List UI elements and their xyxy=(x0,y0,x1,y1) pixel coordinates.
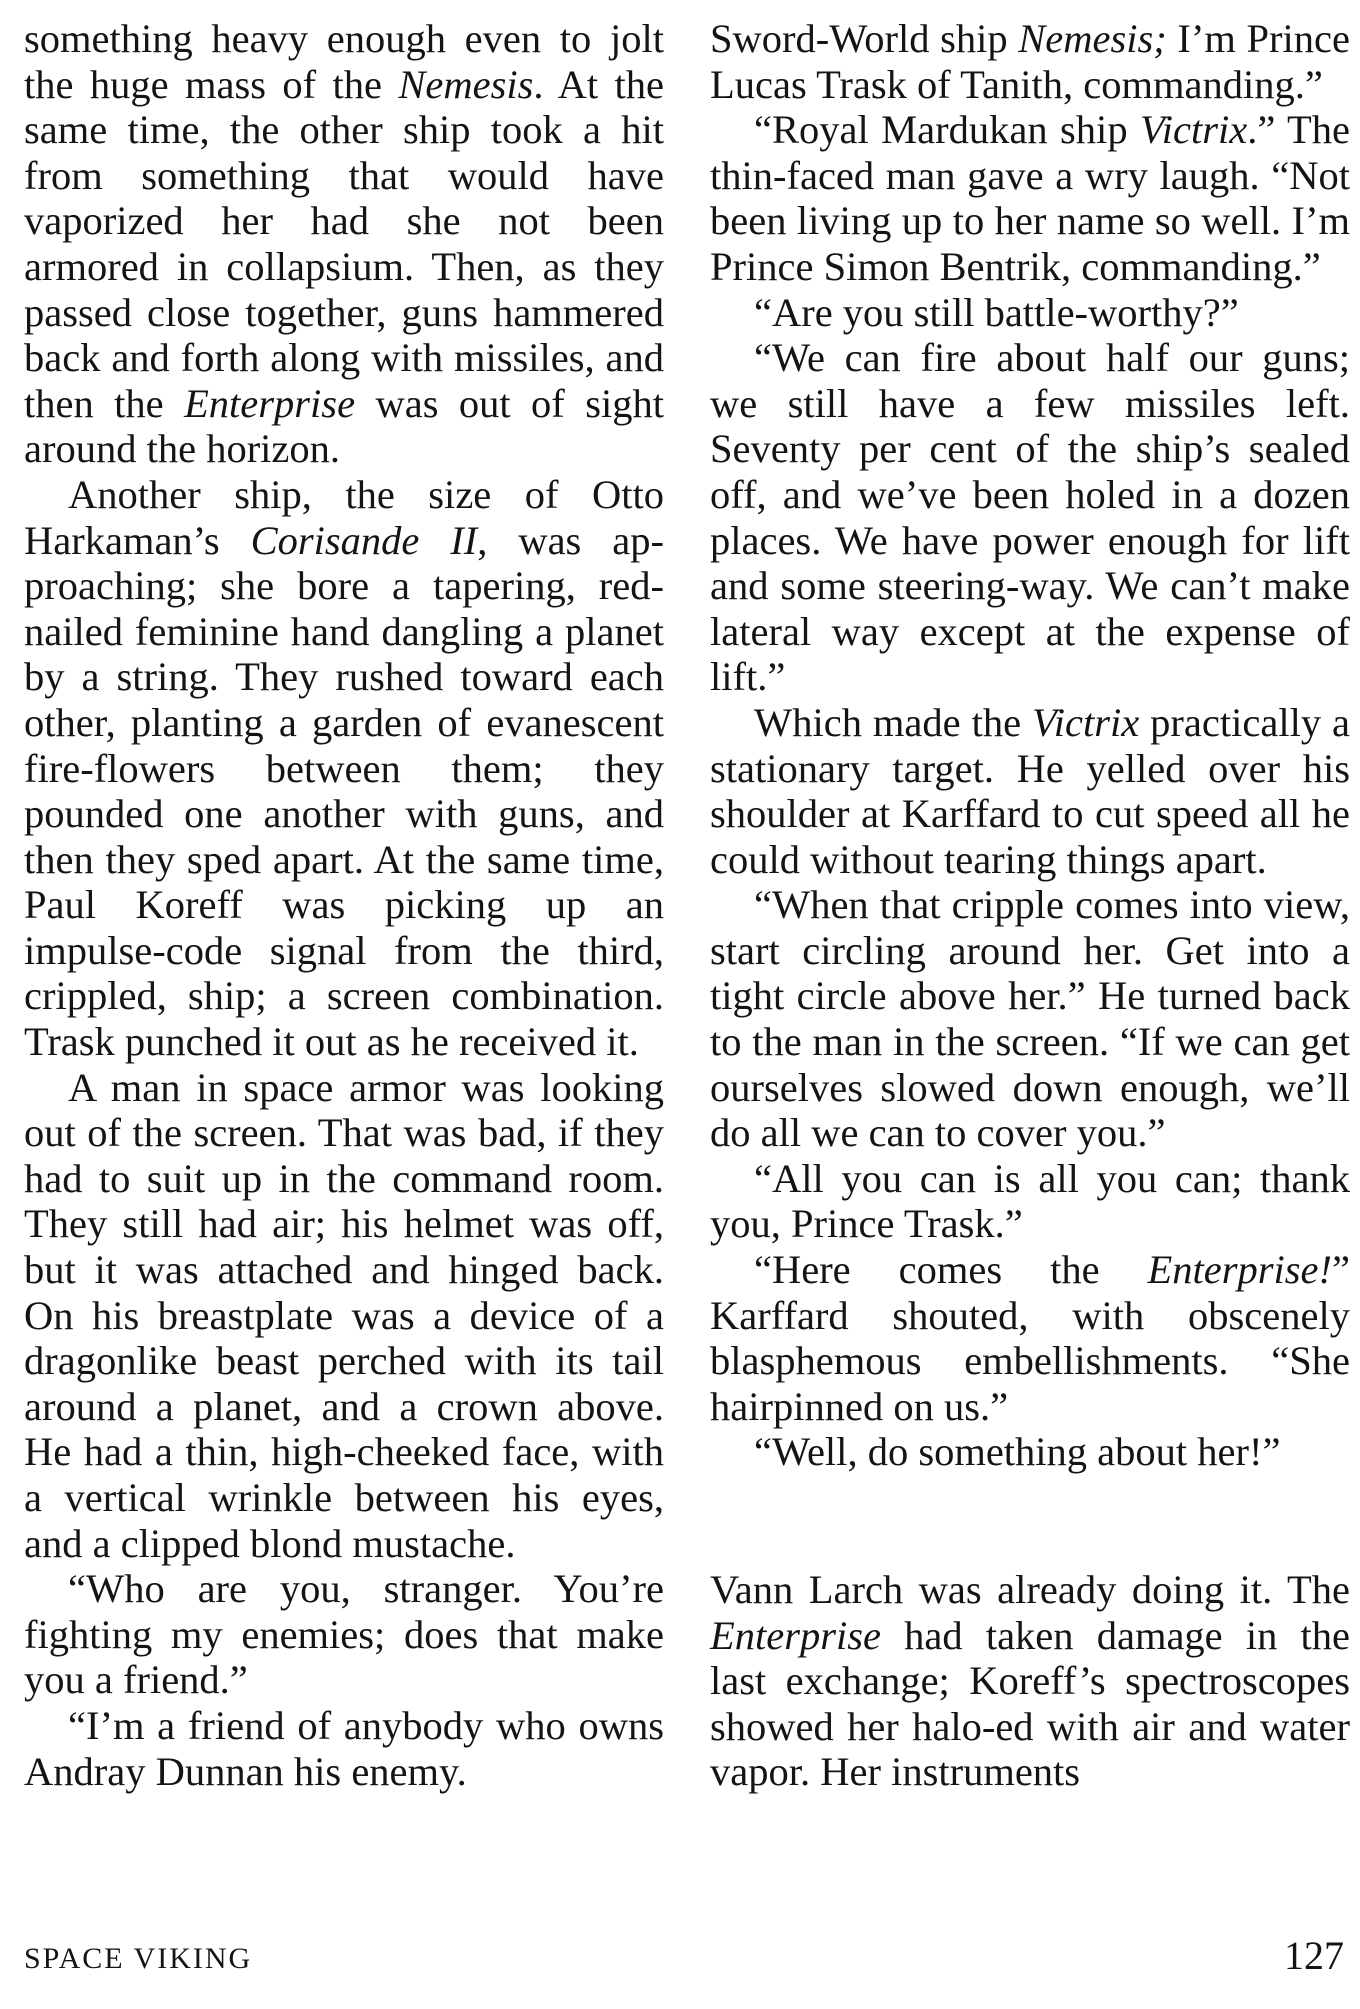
text-run: Which made the xyxy=(754,699,1033,745)
paragraph-p7 xyxy=(710,107,1350,289)
paragraph-p13 xyxy=(710,1247,1350,1429)
paragraph-p6 xyxy=(710,16,1350,107)
italic-ship-name: Enterprise xyxy=(710,1612,881,1658)
text-run: Vann Larch was already doing it. The xyxy=(710,1567,1350,1612)
text-run: A man in space armor was looking out of the screen. That was bad, if they had to suit up in the command room. They still had air; his helmet was off, but it was attached and hinged back. On his breastplate was a device of a dragonlike beast perched with its tail around a planet, and a crown above. He had a thin, high-cheeked face, with a vertical wrinkle between his eyes, and a clipped blond mustache. xyxy=(24,1064,664,1566)
text-run: .” The thin-faced man gave a wry laugh. “Not been living up to her name so well. I’m Prince Simon Bentrik, commanding.” xyxy=(710,107,1350,289)
text-run: had taken damage in the last exchange; Koreff’s spectroscopes showed her halo-ed with air and water vapor. Her instruments xyxy=(710,1612,1350,1795)
page-footer xyxy=(24,1932,1344,1982)
paragraph-p8 xyxy=(710,290,1350,336)
italic-ship-name: Victrix xyxy=(1032,699,1140,745)
paragraph-p2 xyxy=(24,472,664,1065)
right-column xyxy=(710,16,1350,1795)
text-run: Sword-World ship xyxy=(710,16,1019,61)
italic-ship-name: Victrix xyxy=(1140,107,1248,153)
text-run: “Are you still battle-worthy?” xyxy=(754,289,1239,335)
text-run: ” Karffard shouted, with obscenely blasphemous embellishments. “She hairpinned on us.” xyxy=(710,1247,1350,1429)
paragraph-p14 xyxy=(710,1429,1350,1475)
paragraph-p4 xyxy=(24,1566,664,1703)
paragraph-p5 xyxy=(24,1703,664,1794)
text-run: was out of sight around the horizon. xyxy=(24,380,664,472)
paragraph-p12 xyxy=(710,1156,1350,1247)
italic-ship-name: Nemesis; xyxy=(1018,16,1167,61)
italic-ship-name: Nemesis xyxy=(398,61,534,107)
text-run: “All you can is all you can; thank you, Prince Trask.” xyxy=(710,1155,1350,1247)
paragraph-p3 xyxy=(24,1065,664,1567)
italic-ship-name: Enterprise xyxy=(184,380,356,426)
text-run: “Well, do something about her!” xyxy=(754,1429,1281,1475)
text-run: “Here comes the xyxy=(754,1247,1148,1293)
left-column xyxy=(24,16,664,1794)
text-run: . At the same time, the other ship took a hit from something that would have vaporized her had she not been armored in collapsium. Then, as they passed close together, guns hammered back and forth along with missiles, and then the xyxy=(24,61,665,426)
running-title: SPACE VIKING xyxy=(24,1942,253,1975)
text-run: “Who are you, stranger. You’re fighting my enemies; does that make you a friend.” xyxy=(24,1566,664,1703)
paragraph-p11 xyxy=(710,882,1350,1156)
paragraph-p10 xyxy=(710,700,1350,882)
text-run: Another ship, the size of Otto Harkaman’s xyxy=(24,471,664,563)
page-number: 127 xyxy=(1284,1933,1344,1978)
paragraph-p15 xyxy=(710,1567,1350,1795)
paragraph-p9 xyxy=(710,335,1350,700)
text-run: “When that cripple comes into view, start circling around her. Get into a tight circle above her.” He turned back to the man in the screen. “If we can get ourselves slowed down enough, we’ll do all we can to cover you.” xyxy=(710,882,1350,1156)
text-run: “I’m a friend of anybody who owns Andray Dunnan his enemy. xyxy=(24,1702,664,1794)
text-run: I’m Prince Lucas Trask of Tanith, commanding.” xyxy=(710,16,1350,107)
italic-ship-name: Corisande II xyxy=(250,517,478,563)
text-run: “We can fire about half our guns; we still have a few missiles left. Seventy per cent of the ship’s sealed off, and we’ve been holed in a dozen places. We have power enough for lift and some steering-way. We can’t make lateral way except at the expense of lift.” xyxy=(710,335,1350,700)
text-run: something heavy enough even to jolt the huge mass of the xyxy=(24,16,664,107)
text-run: practically a stationary target. He yelled over his shoulder at Karffard to cut speed all he could without tearing things apart. xyxy=(710,699,1351,882)
text-run: “Royal Mardukan ship xyxy=(754,107,1141,153)
paragraph-p1 xyxy=(24,16,664,472)
text-run: , was approaching; she bore a tapering, red-nailed feminine hand dangling a planet by a string. They rushed toward each other, planting a garden of evanescent fire-flowers between them; they pounded one another with guns, and then they sped apart. At the same time, Paul Koreff was picking up an impulse-code signal from the third, crippled, ship; a screen combination. Trask punched it out as he received it. xyxy=(24,517,664,1065)
italic-ship-name: Enterprise! xyxy=(1147,1247,1333,1293)
